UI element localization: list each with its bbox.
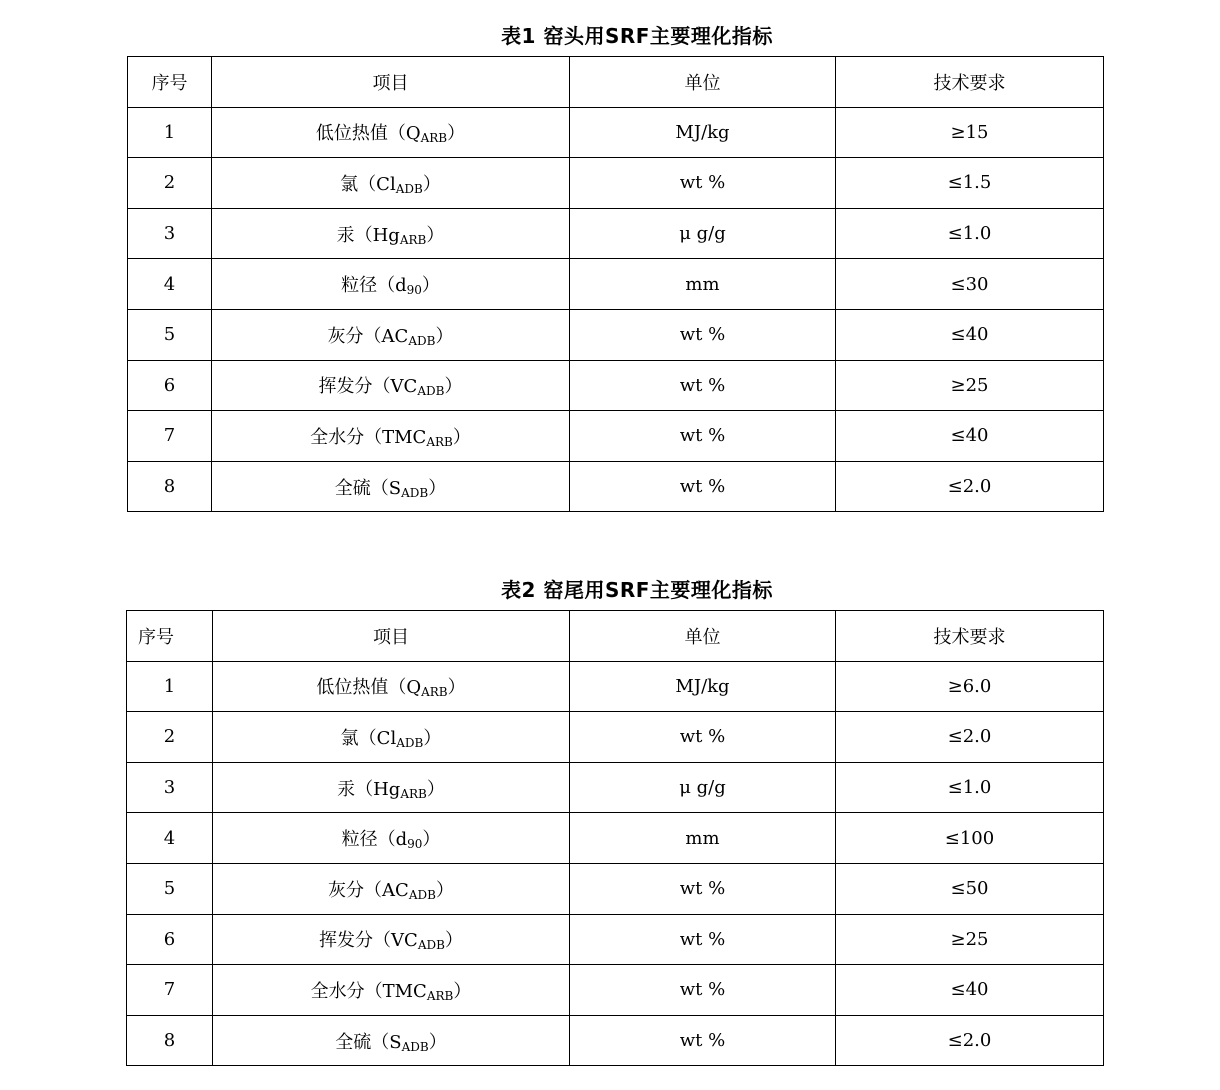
item-close-paren: ） <box>435 325 454 347</box>
row-number: 7 <box>127 965 213 1016</box>
item-name: 粒径（d <box>341 275 407 297</box>
item-cell <box>213 661 570 712</box>
item-close-paren: ） <box>428 477 447 499</box>
item-cell <box>212 107 570 158</box>
header-requirement: 技术要求 <box>836 611 1104 662</box>
table-2-body <box>127 661 1104 1066</box>
item-cell <box>212 360 570 411</box>
requirement-cell: ≤1.5 <box>836 158 1104 209</box>
requirement-cell: ≤2.0 <box>836 461 1104 512</box>
table-1-title: 表1 窑头用SRF主要理化指标 <box>501 24 773 48</box>
table-row <box>128 259 1104 310</box>
item-cell <box>213 1015 570 1066</box>
table-row <box>128 158 1104 209</box>
table-row <box>128 411 1104 462</box>
unit-cell: mm <box>570 259 836 310</box>
item-name: 氯（Cl <box>340 173 396 195</box>
row-number: 8 <box>128 461 212 512</box>
requirement-cell: ≤1.0 <box>836 762 1104 813</box>
item-subscript: ADB <box>396 735 424 750</box>
row-number: 4 <box>127 813 213 864</box>
unit-cell: μ g/g <box>570 762 836 813</box>
item-close-paren: ） <box>428 1031 447 1053</box>
table-row <box>128 208 1104 259</box>
item-subscript: ARB <box>421 685 448 700</box>
item-subscript: ARB <box>426 988 454 1003</box>
item-close-paren: ） <box>444 930 463 952</box>
item-cell <box>212 411 570 462</box>
row-number: 8 <box>127 1015 213 1066</box>
item-name: 汞（Hg <box>337 778 401 800</box>
item-cell <box>213 712 570 763</box>
row-number: 1 <box>128 107 212 158</box>
item-close-paren: ） <box>447 677 466 699</box>
table-row <box>127 661 1104 712</box>
item-cell <box>213 813 570 864</box>
table-row <box>127 965 1104 1016</box>
item-cell <box>212 158 570 209</box>
row-number: 5 <box>128 309 212 360</box>
row-number: 3 <box>128 208 212 259</box>
unit-cell: μ g/g <box>570 208 836 259</box>
unit-cell: wt % <box>570 712 836 763</box>
item-close-paren: ） <box>422 173 441 195</box>
item-name: 全硫（S <box>334 477 402 499</box>
table-row <box>127 762 1104 813</box>
header-unit: 单位 <box>570 611 836 662</box>
table-row <box>127 863 1104 914</box>
table-row <box>127 712 1104 763</box>
requirement-cell: ≥25 <box>836 914 1104 965</box>
item-subscript: ADB <box>395 181 423 196</box>
row-number: 1 <box>127 661 213 712</box>
requirement-cell: ≤100 <box>836 813 1104 864</box>
header-no: 序号 <box>127 611 213 662</box>
header-no: 序号 <box>128 57 212 108</box>
row-number: 7 <box>128 411 212 462</box>
requirement-cell: ≤40 <box>836 411 1104 462</box>
table-2-title: 表2 窑尾用SRF主要理化指标 <box>501 578 773 602</box>
table-1-header-row <box>128 57 1104 108</box>
table-row <box>128 309 1104 360</box>
row-number: 6 <box>128 360 212 411</box>
item-cell <box>213 762 570 813</box>
header-item: 项目 <box>213 611 570 662</box>
item-name: 粒径（d <box>341 829 408 851</box>
table-row <box>128 360 1104 411</box>
item-close-paren: ） <box>452 426 471 448</box>
item-name: 低位热值（Q <box>316 677 422 699</box>
unit-cell: MJ/kg <box>570 661 836 712</box>
item-subscript: ARB <box>399 232 427 247</box>
item-name: 全水分（TMC <box>310 426 427 448</box>
item-cell <box>213 914 570 965</box>
table-row <box>127 914 1104 965</box>
table-2-block <box>0 572 1220 1067</box>
requirement-cell: ≥6.0 <box>836 661 1104 712</box>
item-cell <box>212 208 570 259</box>
item-name: 全水分（TMC <box>310 980 427 1002</box>
requirement-cell: ≤50 <box>836 863 1104 914</box>
item-cell <box>212 461 570 512</box>
table-row <box>128 107 1104 158</box>
unit-cell: wt % <box>570 158 836 209</box>
table-row <box>128 461 1104 512</box>
row-number: 2 <box>127 712 213 763</box>
requirement-cell: ≤2.0 <box>836 1015 1104 1066</box>
item-cell <box>212 259 570 310</box>
item-subscript: ADB <box>408 887 436 902</box>
item-close-paren: ） <box>447 123 466 145</box>
table-2-header-row <box>127 611 1104 662</box>
item-name: 灰分（AC <box>328 879 409 901</box>
unit-cell: wt % <box>570 461 836 512</box>
item-name: 挥发分（VC <box>318 376 418 398</box>
item-subscript: ADB <box>417 384 445 399</box>
item-subscript: 90 <box>406 283 422 298</box>
item-name: 低位热值（Q <box>315 123 421 145</box>
header-requirement: 技术要求 <box>836 57 1104 108</box>
header-item: 项目 <box>212 57 570 108</box>
unit-cell: wt % <box>570 411 836 462</box>
item-name: 氯（Cl <box>340 727 397 749</box>
item-cell <box>213 965 570 1016</box>
row-number: 5 <box>127 863 213 914</box>
unit-cell: wt % <box>570 360 836 411</box>
item-subscript: 90 <box>407 837 423 852</box>
item-close-paren: ） <box>453 980 472 1002</box>
item-close-paren: ） <box>435 879 454 901</box>
item-subscript: ADB <box>417 938 445 953</box>
requirement-cell: ≤40 <box>836 965 1104 1016</box>
unit-cell: wt % <box>570 965 836 1016</box>
unit-cell: wt % <box>570 309 836 360</box>
unit-cell: mm <box>570 813 836 864</box>
table-row <box>127 1015 1104 1066</box>
item-name: 汞（Hg <box>336 224 400 246</box>
unit-cell: wt % <box>570 863 836 914</box>
unit-cell: wt % <box>570 1015 836 1066</box>
header-unit: 单位 <box>570 57 836 108</box>
item-close-paren: ） <box>423 727 442 749</box>
requirement-cell: ≤2.0 <box>836 712 1104 763</box>
unit-cell: MJ/kg <box>570 107 836 158</box>
requirement-cell: ≤30 <box>836 259 1104 310</box>
item-close-paren: ） <box>426 778 445 800</box>
item-cell <box>212 309 570 360</box>
table-2 <box>126 610 1104 1066</box>
item-name: 挥发分（VC <box>319 930 418 952</box>
item-subscript: ADB <box>401 1039 429 1054</box>
table-row <box>127 813 1104 864</box>
item-close-paren: ） <box>422 829 441 851</box>
row-number: 6 <box>127 914 213 965</box>
requirement-cell: ≤40 <box>836 309 1104 360</box>
item-subscript: ARB <box>420 131 448 146</box>
item-close-paren: ） <box>426 224 445 246</box>
table-1-body <box>128 107 1104 512</box>
unit-cell: wt % <box>570 914 836 965</box>
requirement-cell: ≥15 <box>836 107 1104 158</box>
item-close-paren: ） <box>444 376 463 398</box>
row-number: 4 <box>128 259 212 310</box>
item-subscript: ARB <box>426 434 453 449</box>
requirement-cell: ≥25 <box>836 360 1104 411</box>
item-cell <box>213 863 570 914</box>
requirement-cell: ≤1.0 <box>836 208 1104 259</box>
item-name: 全硫（S <box>335 1031 402 1053</box>
table-1 <box>127 56 1104 512</box>
table-1-block <box>0 18 1220 513</box>
row-number: 3 <box>127 762 213 813</box>
item-name: 灰分（AC <box>327 325 409 347</box>
item-close-paren: ） <box>421 275 440 297</box>
item-subscript: ADB <box>408 333 436 348</box>
item-subscript: ARB <box>400 786 427 801</box>
item-subscript: ADB <box>401 485 429 500</box>
row-number: 2 <box>128 158 212 209</box>
